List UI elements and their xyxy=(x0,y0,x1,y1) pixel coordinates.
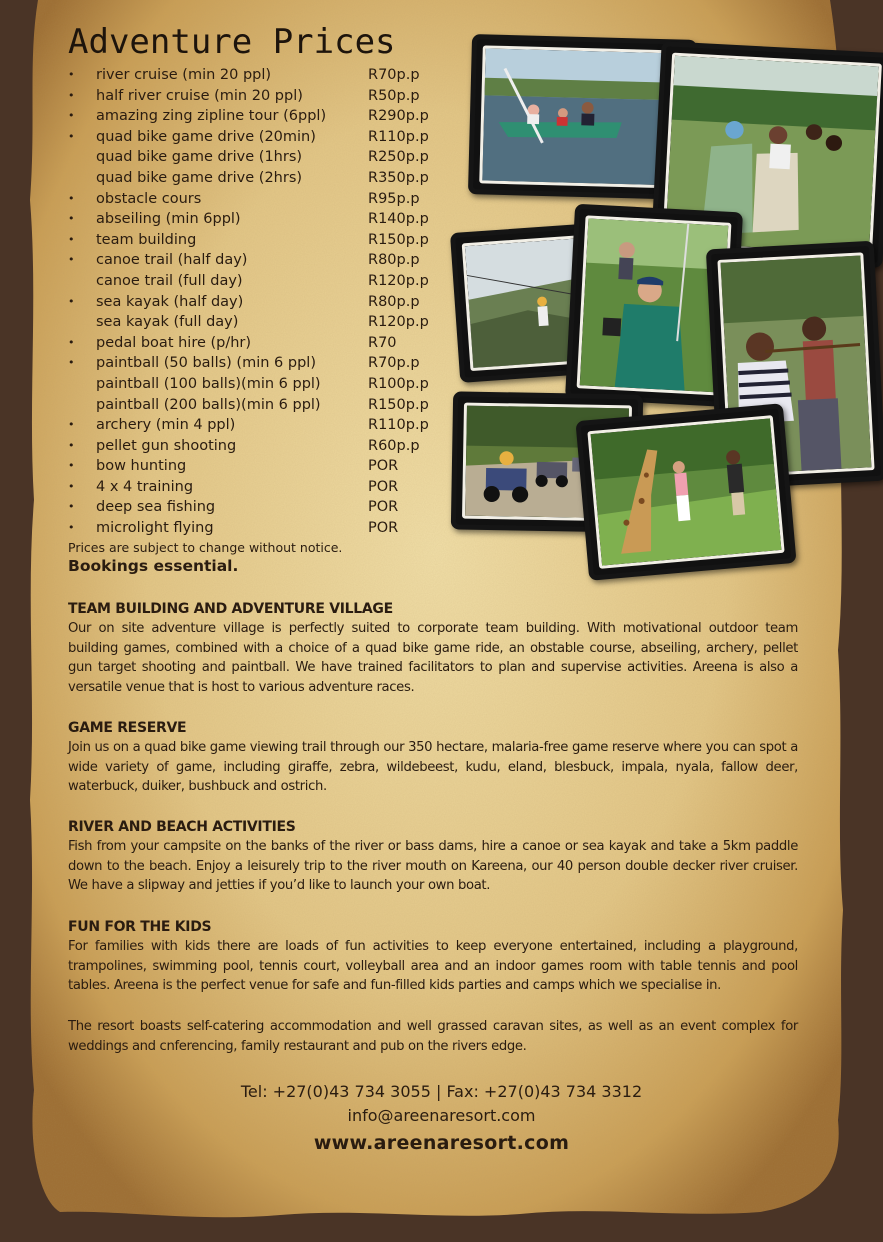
bullet: • xyxy=(68,294,75,308)
bullet: • xyxy=(68,232,75,246)
activity-name: quad bike game drive (1hrs) xyxy=(96,149,303,166)
bullet: • xyxy=(68,479,75,493)
activity-name: paintball (50 balls) (min 6 ppl) xyxy=(96,355,316,372)
section-body: Fish from your campsite on the banks of the river or bass dams, hire a canoe or sea kayak and take a 5km paddle down to the beach. Enjoy a leisurely trip to the river mouth on Kareena, our 40 person double decker river cruiser. We have a slipway and jetties if you’d like to launch your own boat. xyxy=(68,839,798,894)
bullet: • xyxy=(68,500,75,514)
activity-name: pedal boat hire (p/hr) xyxy=(96,334,252,351)
activity-name: paintball (100 balls)(min 6 ppl) xyxy=(96,375,321,392)
activity-price: R100p.p xyxy=(368,375,429,392)
resort-section xyxy=(68,1017,798,1056)
section-heading: FUN FOR THE KIDS xyxy=(68,919,212,935)
activity-name: pellet gun shooting xyxy=(96,437,237,454)
activity-price: R70p.p xyxy=(368,67,420,83)
bullet: • xyxy=(68,335,75,349)
activity-price: R70 xyxy=(368,334,397,351)
price-list xyxy=(68,65,448,539)
team-building-section xyxy=(68,599,798,698)
activity-name: canoe trail (full day) xyxy=(96,272,243,289)
price-row xyxy=(68,353,448,374)
bullet: • xyxy=(68,521,75,535)
kids-section xyxy=(68,917,798,996)
price-row xyxy=(68,230,448,251)
price-row xyxy=(68,86,448,107)
price-row xyxy=(68,127,448,148)
bullet: • xyxy=(68,88,75,102)
price-row xyxy=(68,497,448,518)
activity-price: R120p.p xyxy=(368,272,429,289)
activity-name: archery (min 4 ppl) xyxy=(96,417,236,434)
activity-name: bow hunting xyxy=(96,458,187,475)
bullet: • xyxy=(68,191,75,205)
activity-price: R150p.p xyxy=(368,231,429,248)
activity-price: R70p.p xyxy=(368,355,420,372)
activity-name: obstacle cours xyxy=(96,190,202,207)
price-row xyxy=(68,415,448,436)
bullet: • xyxy=(68,129,75,143)
activity-name: river cruise (min 20 ppl) xyxy=(96,67,272,83)
bullet: • xyxy=(68,438,75,452)
section-heading: TEAM BUILDING AND ADVENTURE VILLAGE xyxy=(68,601,393,617)
bullet: • xyxy=(68,418,75,432)
activity-price: R60p.p xyxy=(368,437,420,454)
section-body: For families with kids there are loads of fun activities to keep everyone entertained, including a playground, trampolines, swimming pool, tennis court, volleyball area and an indoor games room with table tennis and pool tables. Areena is the perfect venue for safe and fun-filled kids parties and camps which we specialise in. xyxy=(68,939,798,994)
activity-price: POR xyxy=(368,458,399,475)
activity-price: R110p.p xyxy=(368,128,429,145)
price-row xyxy=(68,168,448,189)
activity-name: canoe trail (half day) xyxy=(96,252,248,269)
activity-name: paintball (200 balls)(min 6 ppl) xyxy=(96,396,321,413)
page-title: Adventure Prices xyxy=(68,22,396,62)
price-row xyxy=(68,395,448,416)
bullet: • xyxy=(68,253,75,267)
section-heading: RIVER AND BEACH ACTIVITIES xyxy=(68,819,296,835)
section-body: The resort boasts self-catering accommodation and well grassed caravan sites, as well as an event complex for weddings and cnferencing, family restaurant and pub on the rivers edge. xyxy=(68,1019,798,1054)
activity-price: R150p.p xyxy=(368,396,429,413)
activity-price: R95p.p xyxy=(368,190,420,207)
price-row xyxy=(68,65,448,86)
section-body: Our on site adventure village is perfectly suited to corporate team building. With motivational outdoor team building games, combined with a choice of a quad bike game ride, an obstable course, abseiling, archery, pellet gun target shooting and paintball. We have trained facilitators to plan and supervise activities. Areena is also a versatile venue that is host to various adventure races. xyxy=(68,621,798,696)
activity-name: quad bike game drive (2hrs) xyxy=(96,169,303,186)
email-link[interactable]: info@areenaresort.com xyxy=(347,1106,536,1125)
activity-name: 4 x 4 training xyxy=(96,478,194,495)
activity-name: deep sea fishing xyxy=(96,499,216,516)
activity-name: half river cruise (min 20 ppl) xyxy=(96,87,303,104)
activity-price: R50p.p xyxy=(368,87,420,104)
game-reserve-section xyxy=(68,718,798,797)
activity-price: R350p.p xyxy=(368,169,429,186)
price-row xyxy=(68,271,448,292)
bullet: • xyxy=(68,109,75,123)
activity-name: team building xyxy=(96,231,197,248)
activity-price: R80p.p xyxy=(368,293,420,310)
bookings-note: Bookings essential. xyxy=(68,557,239,575)
price-row xyxy=(68,333,448,354)
price-row xyxy=(68,292,448,313)
website-link[interactable]: www.areenaresort.com xyxy=(313,1132,570,1154)
phone-fax: Tel: +27(0)43 734 3055 | Fax: +27(0)43 734 3312 xyxy=(240,1082,643,1101)
activity-name: microlight flying xyxy=(96,520,214,537)
price-row xyxy=(68,209,448,230)
bullet: • xyxy=(68,212,75,226)
activity-price: POR xyxy=(368,499,399,516)
activity-price: R290p.p xyxy=(368,108,429,125)
bullet: • xyxy=(68,68,75,81)
price-row xyxy=(68,456,448,477)
giraffe-photo xyxy=(575,403,796,581)
river-beach-section xyxy=(68,817,798,896)
activity-price: POR xyxy=(368,520,399,537)
activity-name: sea kayak (half day) xyxy=(96,293,244,310)
activity-price: POR xyxy=(368,478,399,495)
activity-price: R140p.p xyxy=(368,211,429,228)
bullet: • xyxy=(68,459,75,473)
activity-name: quad bike game drive (20min) xyxy=(96,128,316,145)
bullet: • xyxy=(68,356,75,370)
price-row xyxy=(68,518,448,539)
section-heading: GAME RESERVE xyxy=(68,720,187,736)
price-row xyxy=(68,436,448,457)
price-row xyxy=(68,312,448,333)
activity-price: R80p.p xyxy=(368,252,420,269)
price-note: Prices are subject to change without notice. xyxy=(68,540,343,555)
price-row xyxy=(68,374,448,395)
activity-price: R250p.p xyxy=(368,149,429,166)
activity-price: R110p.p xyxy=(368,417,429,434)
activity-name: amazing zing zipline tour (6ppl) xyxy=(96,108,327,125)
activity-price: R120p.p xyxy=(368,314,429,331)
section-body: Join us on a quad bike game viewing trail through our 350 hectare, malaria-free game reserve where you can spot a wide variety of game, including giraffe, zebra, wildebeest, kudu, eland, blesbuck, impala, nyala, fallow deer, waterbuck, duiker, bushbuck and ostrich. xyxy=(68,740,798,795)
price-row xyxy=(68,106,448,127)
price-row xyxy=(68,250,448,271)
contact-block xyxy=(0,1080,883,1158)
price-row xyxy=(68,189,448,210)
activity-name: abseiling (min 6ppl) xyxy=(96,211,241,228)
price-row xyxy=(68,477,448,498)
price-row xyxy=(68,147,448,168)
activity-name: sea kayak (full day) xyxy=(96,314,239,331)
